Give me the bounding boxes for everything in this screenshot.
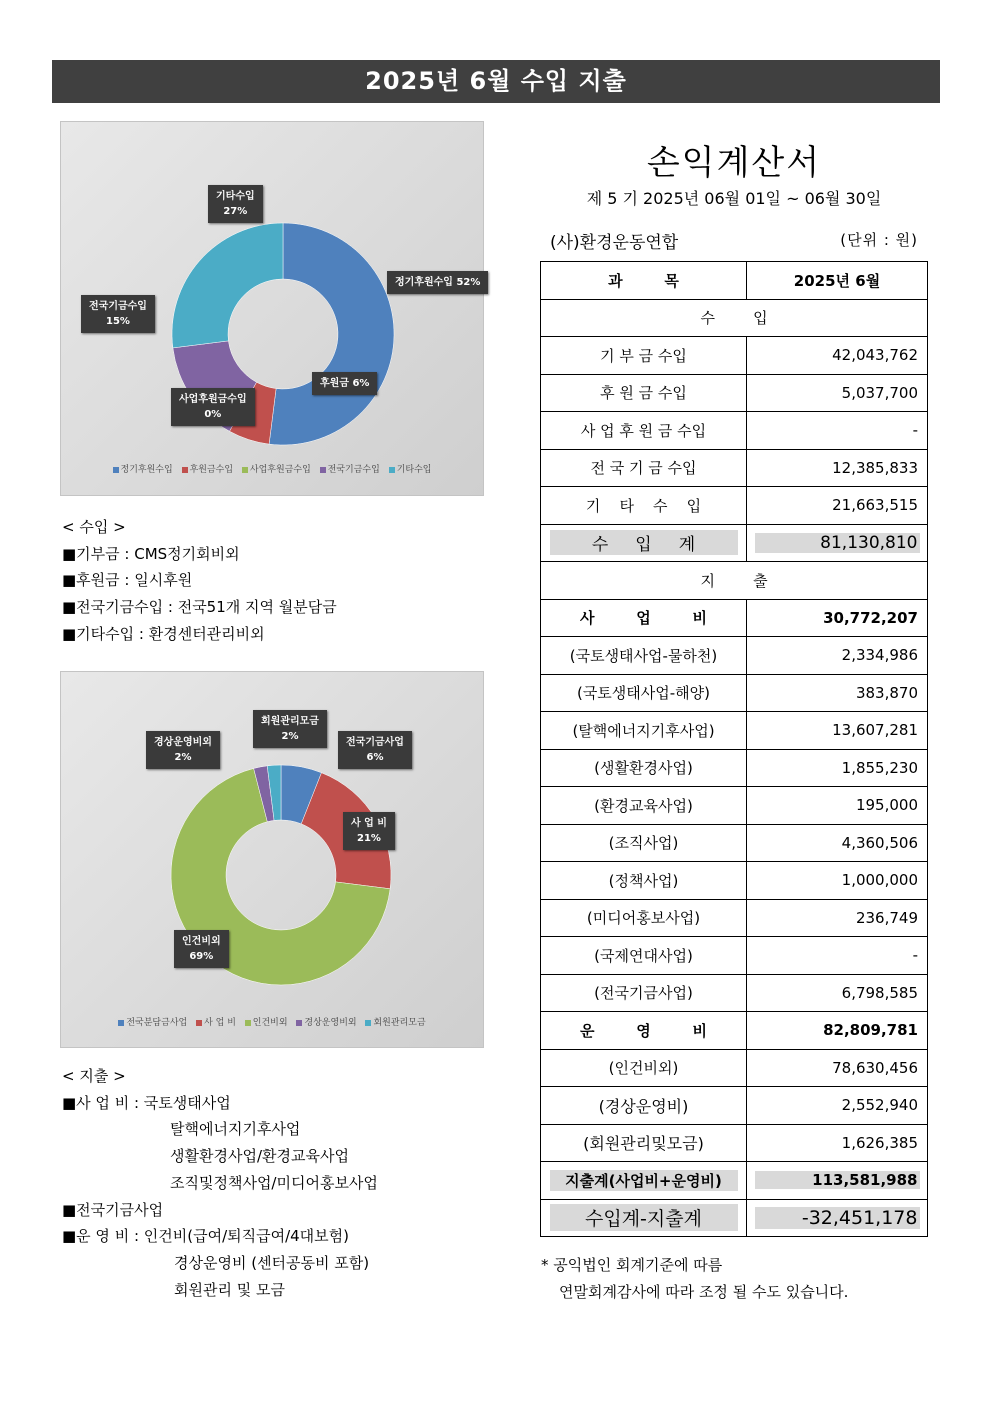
legend-item: 전국분담금사업	[118, 1015, 187, 1028]
row-value: 21,663,515	[747, 487, 928, 525]
callout-regular-donation: 정기후원수입 52%	[387, 271, 488, 294]
callout-national-fund: 전국기금수입 15%	[81, 295, 155, 333]
legend-item: 전국기금수입	[320, 462, 380, 475]
net-row	[541, 1199, 928, 1237]
table-row	[541, 449, 928, 487]
row-value: 6,798,585	[747, 974, 928, 1012]
row-value: 13,607,281	[747, 712, 928, 750]
table-row	[541, 674, 928, 712]
table-row	[541, 749, 928, 787]
row-value: -	[747, 937, 928, 975]
row-value: 1,000,000	[747, 862, 928, 900]
income-donut-chart	[60, 121, 484, 496]
row-label: (미디어홍보사업)	[541, 899, 747, 937]
note-item: ■기부금 : CMS정기회비외	[62, 544, 240, 563]
statement-period: 제 5 기 2025년 06월 01일 ~ 06월 30일	[586, 189, 882, 208]
expense-donut-chart	[60, 671, 484, 1048]
table-row	[541, 787, 928, 825]
callout-project-cost: 사 업 비 21%	[343, 812, 395, 850]
row-label: (국토생태사업-해양)	[541, 674, 747, 712]
row-label: (조직사업)	[541, 824, 747, 862]
legend-item: 사 업 비	[196, 1015, 236, 1028]
row-value: 2,334,986	[747, 637, 928, 675]
row-value: 195,000	[747, 787, 928, 825]
table-row	[541, 974, 928, 1012]
row-value: 1,855,230	[747, 749, 928, 787]
row-label: 기 부 금 수입	[541, 337, 747, 375]
note-item: 생활환경사업/환경교육사업	[170, 1147, 349, 1166]
row-value: 78,630,456	[747, 1049, 928, 1087]
col-period-header: 2025년 6월	[747, 262, 928, 300]
income-notes-heading: < 수입 >	[62, 518, 126, 536]
donut-slice-1	[269, 223, 394, 445]
row-value: 5,037,700	[747, 374, 928, 412]
table-row	[541, 337, 928, 375]
table-row	[541, 1049, 928, 1087]
row-value: 12,385,833	[747, 449, 928, 487]
table-row	[541, 374, 928, 412]
expense-total-label: 지출계(사업비+운영비)	[550, 1170, 738, 1191]
callout-operating: 경상운영비외 2%	[146, 731, 220, 769]
donut-slice-5	[172, 223, 283, 348]
expense-legend	[61, 1015, 483, 1028]
legend-item: 인건비외	[245, 1015, 288, 1028]
table-row	[541, 637, 928, 675]
footnote-line-2: 연말회계감사에 따라 조정 될 수도 있습니다.	[559, 1283, 849, 1301]
legend-item: 정기후원수입	[113, 462, 173, 475]
table-header-row	[541, 262, 928, 300]
table-row	[541, 937, 928, 975]
expense-section-header: 지 출	[541, 562, 928, 600]
note-item: ■전국기금사업	[62, 1200, 164, 1219]
row-label: (국토생태사업-물하천)	[541, 637, 747, 675]
note-item: ■사 업 비 : 국토생태사업	[62, 1093, 231, 1112]
row-label: 운 영 비	[541, 1012, 747, 1050]
note-item: ■후원금 : 일시후원	[62, 571, 193, 590]
row-label: (정책사업)	[541, 862, 747, 900]
income-section-row	[541, 299, 928, 337]
legend-item: 회원관리모금	[365, 1015, 425, 1028]
callout-national-project: 전국기금사업 6%	[338, 731, 412, 769]
legend-item: 경상운영비외	[296, 1015, 356, 1028]
page-banner: 2025년 6월 수입 지출	[52, 60, 940, 103]
expense-total-row	[541, 1162, 928, 1200]
row-label: 사 업 후 원 금 수입	[541, 412, 747, 450]
note-item: ■기타수입 : 환경센터관리비외	[62, 624, 265, 643]
table-row	[541, 1087, 928, 1125]
callout-member-fundraising: 회원관리모금 2%	[253, 710, 327, 748]
row-label: (생활환경사업)	[541, 749, 747, 787]
table-row	[541, 1124, 928, 1162]
legend-item: 사업후원금수입	[242, 462, 311, 475]
row-value: 4,360,506	[747, 824, 928, 862]
callout-personnel: 인건비외 69%	[174, 930, 229, 968]
expense-total-value: 113,581,988	[755, 1171, 920, 1189]
row-value: 1,626,385	[747, 1124, 928, 1162]
row-label: (경상운영비)	[541, 1087, 747, 1125]
footnote-line-1: * 공익법인 회계기준에 따름	[541, 1256, 723, 1274]
operation-cost-row	[541, 1012, 928, 1050]
table-row	[541, 412, 928, 450]
income-legend	[61, 462, 483, 475]
income-notes	[62, 514, 337, 648]
row-label: (전국기금사업)	[541, 974, 747, 1012]
expense-notes	[62, 1063, 378, 1303]
organization-name: (사)환경운동연합	[550, 233, 679, 253]
row-label: 사 업 비	[541, 599, 747, 637]
callout-other-income: 기타수입 27%	[208, 185, 263, 223]
row-label: (환경교육사업)	[541, 787, 747, 825]
row-label: (탈핵에너지기후사업)	[541, 712, 747, 750]
note-item: ■전국기금수입 : 전국51개 지역 월분담금	[62, 598, 337, 617]
row-value: 2,552,940	[747, 1087, 928, 1125]
table-row	[541, 824, 928, 862]
callout-donation: 후원금 6%	[312, 372, 377, 395]
row-label: (회원관리및모금)	[541, 1124, 747, 1162]
callout-project-donation: 사업후원금수입 0%	[171, 388, 255, 426]
row-label: 후 원 금 수입	[541, 374, 747, 412]
row-label: (인건비외)	[541, 1049, 747, 1087]
note-item: ■운 영 비 : 인건비(급여/퇴직급여/4대보험)	[62, 1227, 350, 1246]
note-item: 조직및정책사업/미디어홍보사업	[170, 1173, 378, 1192]
income-total-row	[541, 524, 928, 562]
expense-section-row	[541, 562, 928, 600]
footnote	[541, 1252, 848, 1306]
row-value: 82,809,781	[747, 1012, 928, 1050]
business-cost-row	[541, 599, 928, 637]
legend-item: 기타수입	[389, 462, 432, 475]
net-value: -32,451,178	[755, 1207, 920, 1229]
unit-label: (단위 : 원)	[840, 231, 918, 249]
table-row	[541, 862, 928, 900]
row-value: 30,772,207	[747, 599, 928, 637]
income-total-label: 수 입 계	[550, 530, 738, 555]
note-item: 탈핵에너지기후사업	[170, 1120, 301, 1139]
row-value: -	[747, 412, 928, 450]
table-row	[541, 899, 928, 937]
row-value: 383,870	[747, 674, 928, 712]
income-statement-table	[540, 261, 928, 1237]
net-label: 수입계-지출계	[550, 1204, 738, 1231]
row-value: 236,749	[747, 899, 928, 937]
income-total-value: 81,130,810	[755, 533, 920, 553]
table-row	[541, 487, 928, 525]
income-section-header: 수 입	[541, 299, 928, 337]
note-item: 회원관리 및 모금	[174, 1280, 285, 1299]
row-label: (국제연대사업)	[541, 937, 747, 975]
row-label: 기 타 수 입	[541, 487, 747, 525]
expense-notes-heading: < 지출 >	[62, 1067, 126, 1085]
table-row	[541, 712, 928, 750]
row-value: 42,043,762	[747, 337, 928, 375]
note-item: 경상운영비 (센터공동비 포함)	[174, 1253, 370, 1272]
legend-item: 후원금수입	[182, 462, 233, 475]
row-label: 전 국 기 금 수입	[541, 449, 747, 487]
statement-title: 손익계산서	[646, 143, 822, 183]
col-item-header: 과 목	[541, 262, 747, 300]
